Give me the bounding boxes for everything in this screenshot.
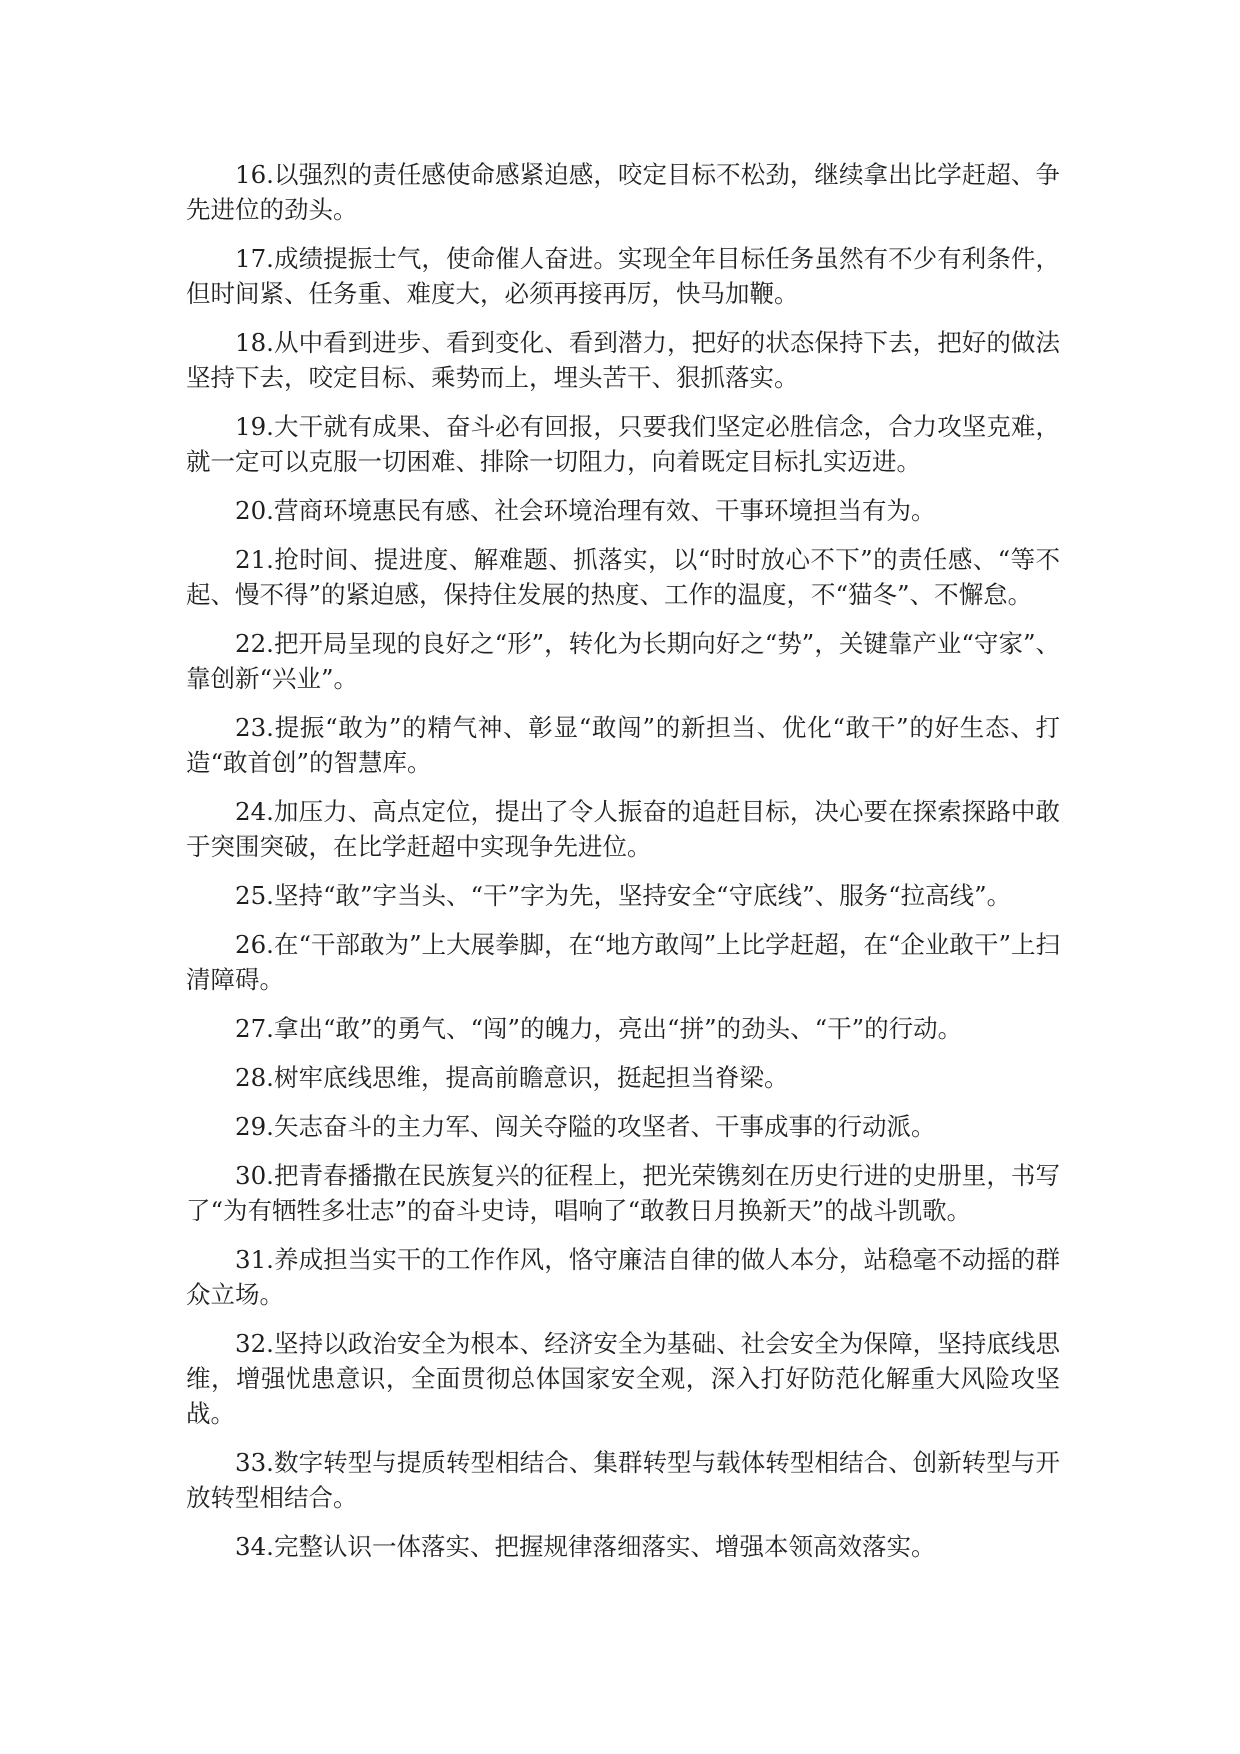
list-item: 23.提振“敢为”的精气神、彰显“敢闯”的新担当、优化“敢干”的好生态、打造“敢首创”的智慧库。 — [186, 713, 1060, 777]
list-item: 22.把开局呈现的良好之“形”，转化为长期向好之“势”，关键靠产业“守家”、靠创新“兴业”。 — [186, 629, 1060, 693]
list-item: 17.成绩提振士气，使命催人奋进。实现全年目标任务虽然有不少有利条件，但时间紧、任务重、难度大，必须再接再厉，快马加鞭。 — [186, 244, 1060, 308]
list-item: 25.坚持“敢”字当头、“干”字为先，坚持安全“守底线”、服务“拉高线”。 — [235, 881, 1012, 910]
list-item: 24.加压力、高点定位，提出了令人振奋的追赶目标，决心要在探索探路中敢于突围突破，在比学赶超中实现争先进位。 — [186, 797, 1060, 861]
list-item: 34.完整认识一体落实、把握规律落细落实、增强本领高效落实。 — [235, 1532, 936, 1561]
list-item: 29.矢志奋斗的主力军、闯关夺隘的攻坚者、干事成事的行动派。 — [235, 1112, 936, 1141]
list-item: 16.以强烈的责任感使命感紧迫感，咬定目标不松劲，继续拿出比学赶超、争先进位的劲头。 — [186, 160, 1060, 224]
list-item: 31.养成担当实干的工作作风，恪守廉洁自律的做人本分，站稳毫不动摇的群众立场。 — [186, 1245, 1060, 1309]
list-item: 20.营商环境惠民有感、社会环境治理有效、干事环境担当有为。 — [235, 496, 936, 525]
list-item: 32.坚持以政治安全为根本、经济安全为基础、社会安全为保障，坚持底线思维，增强忧患意识，全面贯彻总体国家安全观，深入打好防范化解重大风险攻坚战。 — [186, 1329, 1060, 1428]
list-item: 26.在“干部敢为”上大展拳脚，在“地方敢闯”上比学赶超，在“企业敢干”上扫清障碍。 — [186, 930, 1060, 994]
list-item: 21.抢时间、提进度、解难题、抓落实，以“时时放心不下”的责任感、“等不起、慢不得”的紧迫感，保持住发展的热度、工作的温度，不“猫冬”、不懈怠。 — [186, 545, 1060, 609]
list-item: 30.把青春播撒在民族复兴的征程上，把光荣镌刻在历史行进的史册里，书写了“为有牺牲多壮志”的奋斗史诗，唱响了“敢教日月换新天”的战斗凯歌。 — [186, 1161, 1060, 1225]
list-item: 18.从中看到进步、看到变化、看到潜力，把好的状态保持下去，把好的做法坚持下去，咬定目标、乘势而上，埋头苦干、狠抓落实。 — [186, 328, 1060, 392]
list-item: 28.树牢底线思维，提高前瞻意识，挺起担当脊梁。 — [235, 1063, 789, 1092]
document-body — [186, 157, 1060, 1578]
list-item: 33.数字转型与提质转型相结合、集群转型与载体转型相结合、创新转型与开放转型相结合。 — [186, 1448, 1060, 1512]
list-item: 27.拿出“敢”的勇气、“闯”的魄力，亮出“拼”的劲头、“干”的行动。 — [235, 1014, 963, 1043]
list-item: 19.大干就有成果、奋斗必有回报，只要我们坚定必胜信念，合力攻坚克难，就一定可以克服一切困难、排除一切阻力，向着既定目标扎实迈进。 — [186, 412, 1060, 476]
